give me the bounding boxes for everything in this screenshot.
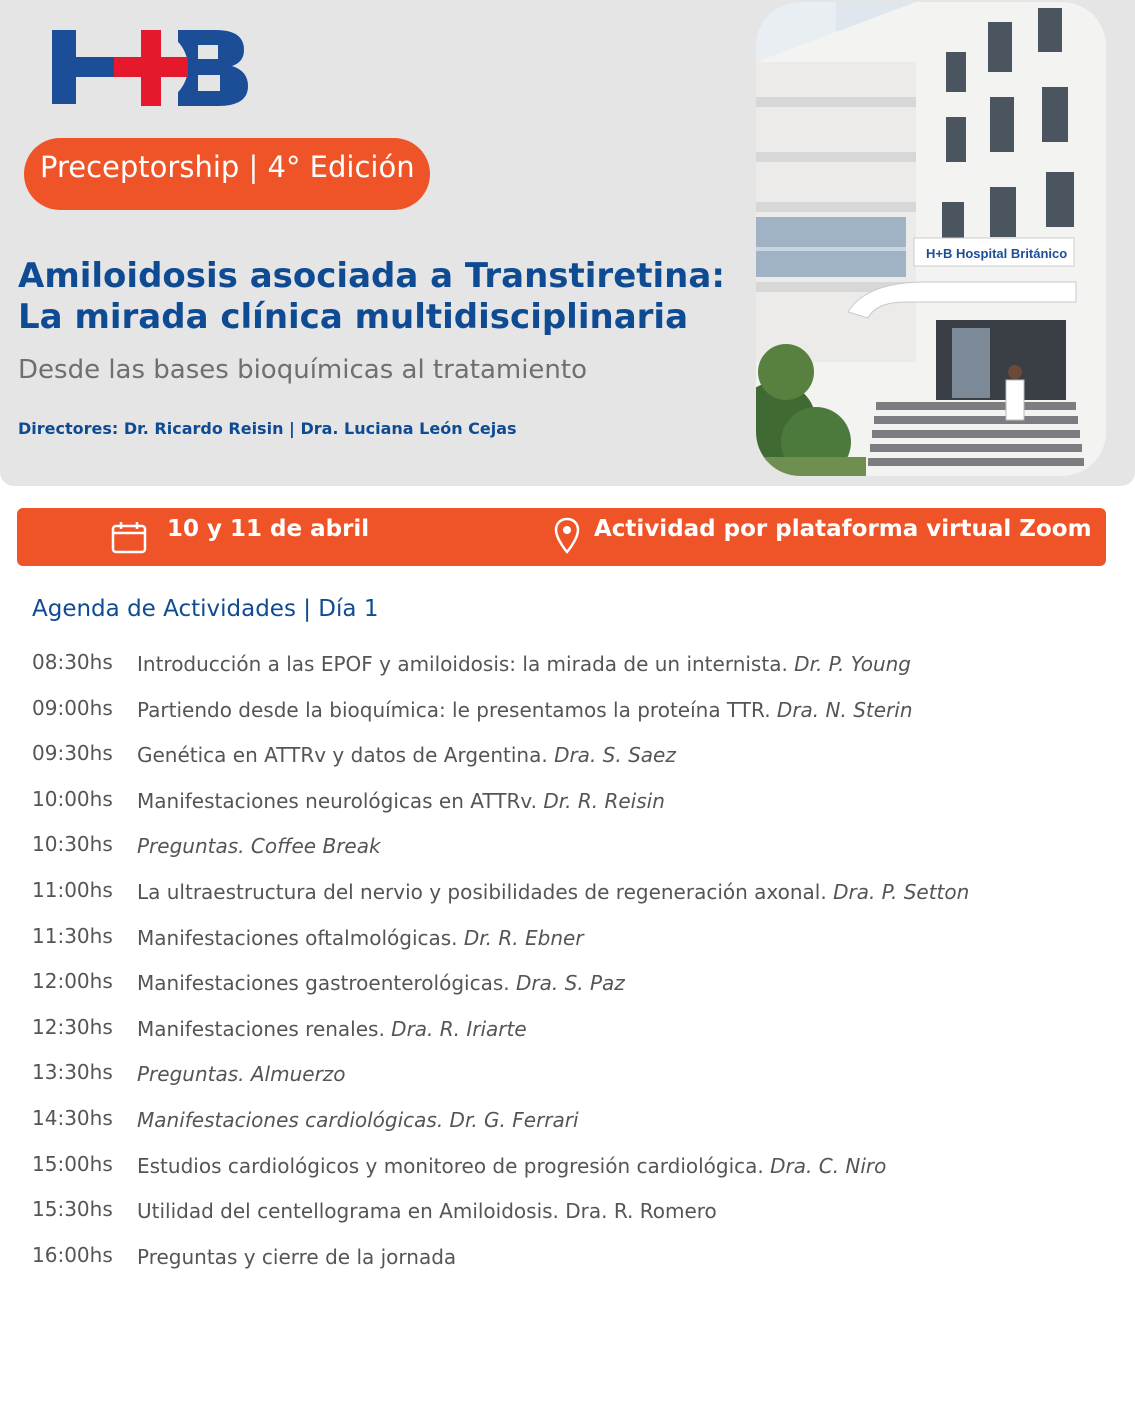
- hospital-sign: H+B Hospital Británico: [926, 246, 1068, 261]
- agenda-time: 15:00hs: [32, 1151, 113, 1176]
- agenda-time: 08:30hs: [32, 650, 113, 674]
- agenda-time: 15:30hs: [32, 1197, 113, 1222]
- agenda-time: 09:00hs: [32, 695, 113, 720]
- agenda-row: [32, 832, 1122, 878]
- activity-text: Partiendo desde la bioquímica: le presentamos la proteína TTR.: [137, 697, 777, 722]
- agenda-time: 10:00hs: [32, 786, 113, 811]
- activity-speaker: Dra. P. Setton: [833, 879, 970, 904]
- agenda-activity: [137, 1199, 717, 1223]
- agenda-time: 09:30hs: [32, 741, 113, 766]
- activity-text: Utilidad del centellograma en Amiloidosis. Dra. R. Romero: [137, 1199, 717, 1224]
- agenda-activity: [137, 1062, 346, 1086]
- agenda-activity: [137, 698, 913, 722]
- title-line-1: Amiloidosis asociada a Transtiretina:: [18, 256, 725, 296]
- agenda-activity: [137, 926, 584, 950]
- activity-speaker: Dra. C. Niro: [770, 1153, 887, 1178]
- agenda-list: [32, 650, 1122, 1288]
- activity-text: Manifestaciones oftalmológicas.: [137, 925, 464, 950]
- agenda-time: 12:30hs: [32, 1014, 113, 1039]
- hospital-photo: [756, 2, 1106, 476]
- agenda-time: 10:30hs: [32, 832, 113, 857]
- agenda-activity: [137, 1154, 886, 1178]
- activity-text: Estudios cardiológicos y monitoreo de progresión cardiológica.: [137, 1153, 771, 1178]
- agenda-row: [32, 787, 1122, 833]
- agenda-activity: [137, 1108, 579, 1132]
- calendar-icon: [110, 521, 148, 555]
- agenda-time: 16:00hs: [32, 1242, 113, 1267]
- page-title: [18, 256, 748, 338]
- agenda-title: Agenda de Actividades | Día 1: [32, 596, 379, 622]
- activity-text: Manifestaciones renales.: [137, 1016, 392, 1041]
- agenda-time: 14:30hs: [32, 1105, 113, 1130]
- edition-badge: Preceptorship | 4° Edición: [24, 138, 430, 210]
- agenda-row: [32, 1197, 1122, 1243]
- agenda-activity: [137, 834, 381, 858]
- activity-speaker: Dr. R. Reisin: [543, 788, 665, 813]
- agenda-activity: [137, 652, 911, 676]
- agenda-activity: [137, 789, 665, 813]
- agenda-time: 12:00hs: [32, 969, 113, 994]
- agenda-row: [32, 696, 1122, 742]
- agenda-row: [32, 924, 1122, 970]
- agenda-activity: [137, 1017, 527, 1041]
- agenda-time: 13:30hs: [32, 1060, 113, 1085]
- activity-text: La ultraestructura del nervio y posibilidades de regeneración axonal.: [137, 879, 834, 904]
- activity-speaker: Preguntas. Coffee Break: [137, 834, 381, 859]
- activity-speaker: Dra. S. Saez: [554, 743, 676, 768]
- agenda-row: [32, 741, 1122, 787]
- activity-text: Preguntas y cierre de la jornada: [137, 1244, 457, 1269]
- event-info-bar: [17, 508, 1106, 566]
- activity-text: Manifestaciones gastroenterológicas.: [137, 971, 516, 996]
- activity-speaker: Dra. N. Sterin: [776, 697, 913, 722]
- event-location: Actividad por plataforma virtual Zoom: [594, 516, 1092, 542]
- agenda-row: [32, 1060, 1122, 1106]
- agenda-row: [32, 969, 1122, 1015]
- agenda-row: [32, 1015, 1122, 1061]
- activity-text: Introducción a las EPOF y amiloidosis: la mirada de un internista.: [137, 652, 795, 676]
- agenda-time: 11:00hs: [32, 877, 113, 902]
- agenda-time: 11:30hs: [32, 923, 113, 948]
- directors-line: Directores: Dr. Ricardo Reisin | Dra. Luciana León Cejas: [18, 419, 517, 438]
- agenda-activity: [137, 880, 969, 904]
- header-panel: [0, 0, 1135, 486]
- activity-speaker: Dr. R. Ebner: [463, 925, 584, 950]
- agenda-row: [32, 1152, 1122, 1198]
- activity-speaker: Preguntas. Almuerzo: [137, 1062, 346, 1087]
- activity-text: Genética en ATTRv y datos de Argentina.: [137, 743, 555, 768]
- activity-speaker: Manifestaciones cardiológicas. Dr. G. Ferrari: [137, 1107, 579, 1132]
- hb-logo: [52, 28, 248, 108]
- agenda-row: [32, 1243, 1122, 1289]
- agenda-activity: [137, 1245, 456, 1269]
- agenda-row: [32, 1106, 1122, 1152]
- title-line-2: La mirada clínica multidisciplinaria: [18, 297, 689, 337]
- agenda-activity: [137, 971, 625, 995]
- activity-speaker: Dra. S. Paz: [515, 971, 625, 996]
- agenda-row: [32, 650, 1122, 696]
- agenda-activity: [137, 743, 676, 767]
- agenda-row: [32, 878, 1122, 924]
- activity-text: Manifestaciones neurológicas en ATTRv.: [137, 788, 544, 813]
- page-subtitle: Desde las bases bioquímicas al tratamiento: [18, 355, 588, 385]
- activity-speaker: Dr. P. Young: [794, 652, 911, 676]
- event-date: 10 y 11 de abril: [167, 516, 370, 542]
- activity-speaker: Dra. R. Iriarte: [391, 1016, 527, 1041]
- map-pin-icon: [554, 517, 580, 555]
